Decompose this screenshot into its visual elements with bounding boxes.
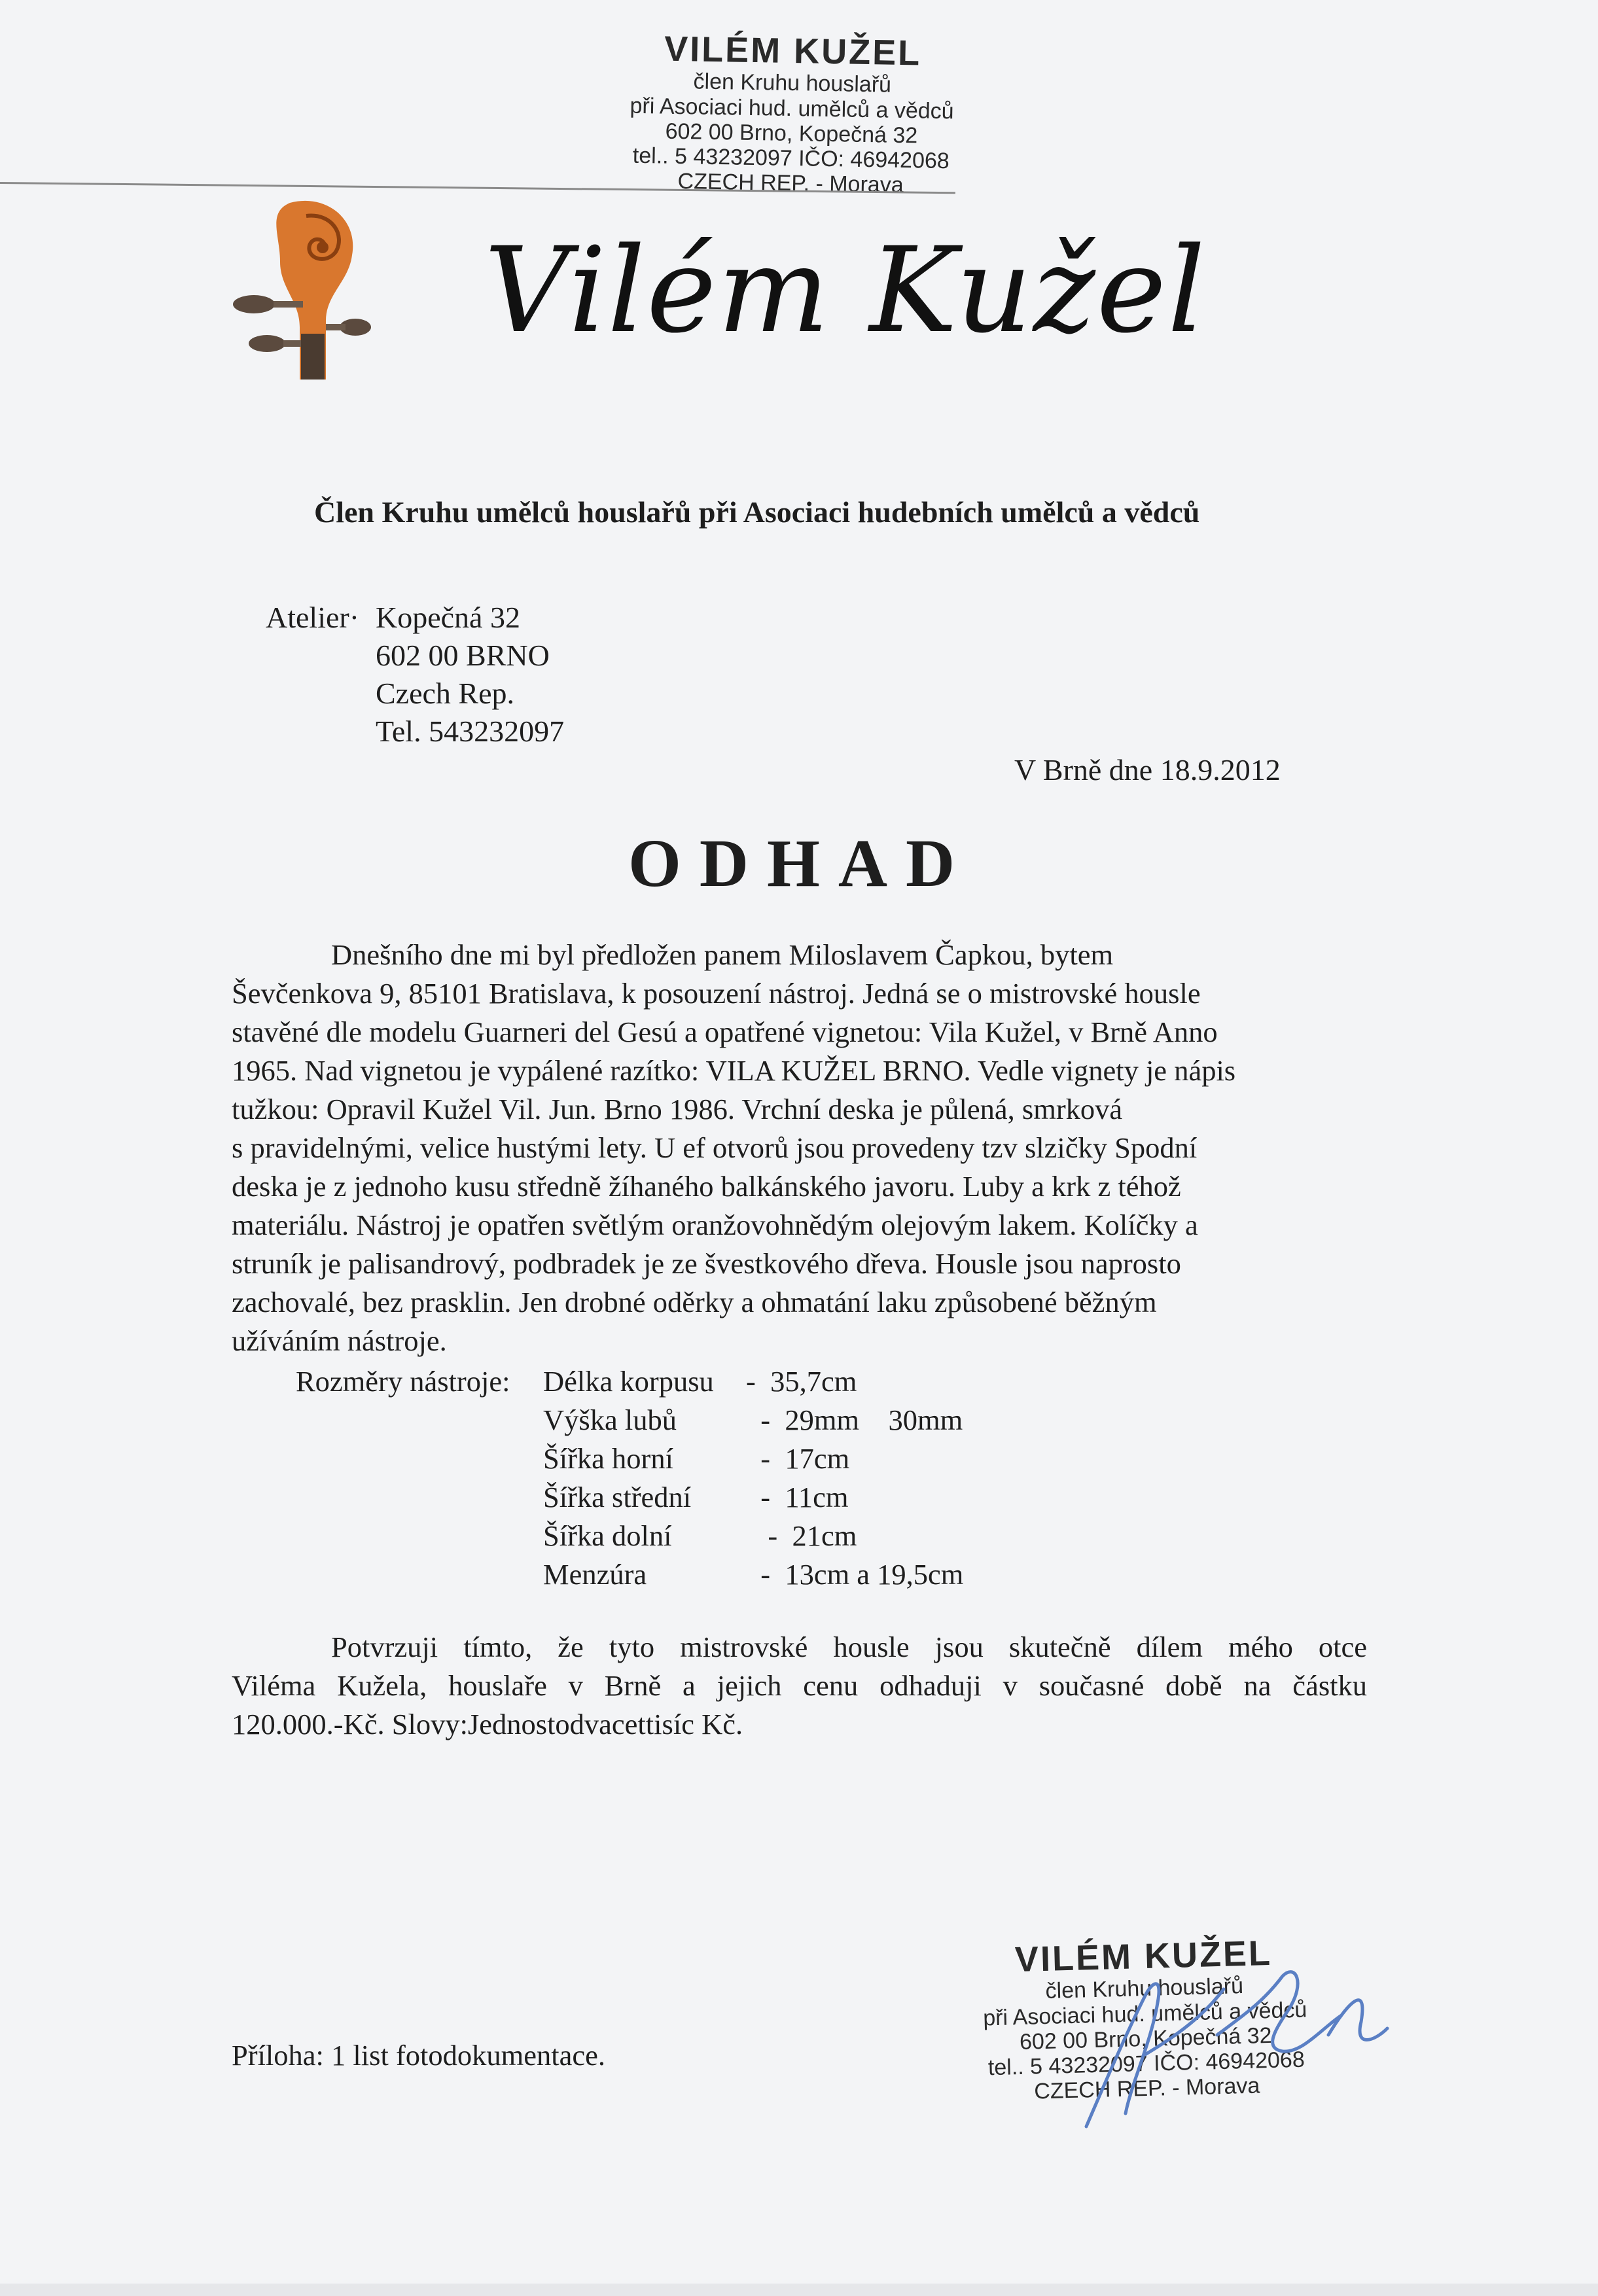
address-label: Atelier· (266, 601, 360, 634)
dimension-value: - 29mm 30mm (746, 1404, 963, 1436)
confirmation-line: Potvrzuji tímto, že tyto mistrovské housle jsou skutečně dílem mého otce (331, 1631, 1367, 1663)
body-line: 1965. Nad vignetou je vypálené razítko: VILA KUŽEL BRNO. Vedle vignety je nápis (232, 1054, 1236, 1087)
dimension-name: Šířka střední (543, 1481, 692, 1513)
dimension-name: Délka korpusu (543, 1365, 714, 1398)
confirmation-paragraph (232, 1628, 1367, 1744)
dimension-name: Šířka dolní (543, 1519, 672, 1552)
stamp-line: při Asociaci hud. umělců a vědců (982, 1997, 1307, 2031)
stamp-name: VILÉM KUŽEL (664, 29, 922, 73)
stamp-line: 602 00 Brno, Kopečná 32 (665, 118, 918, 148)
confirmation-line: Viléma Kužela, houslaře v Brně a jejich cenu odhaduji v současné době na částku (232, 1669, 1367, 1702)
body-line: Dnešního dne mi byl předložen panem Miloslavem Čapkou, bytem (331, 938, 1114, 971)
header-stamp (535, 27, 1048, 200)
dimension-row (296, 1555, 963, 1594)
stamp-line: člen Kruhu houslařů (1045, 1973, 1244, 2004)
stamp-line: tel.. 5 43232097 IČO: 46942068 (987, 2047, 1305, 2081)
date-line: V Brně dne 18.9.2012 (1014, 753, 1281, 786)
scan-edge (0, 2284, 1598, 2296)
body-line: deska je z jednoho kusu středně žíhaného balkánského javoru. Luby a krk z téhož (232, 1170, 1181, 1203)
address-block (376, 599, 564, 751)
body-line: stavěné dle modelu Guarneri del Gesú a opatřené vignetou: Vila Kužel, v Brně Anno (232, 1016, 1218, 1048)
stamp-line: CZECH REP. - Morava (1033, 2073, 1260, 2104)
stamp-line: tel.. 5 43232097 IČO: 46942068 (632, 143, 950, 173)
dimension-value: - 17cm (746, 1442, 850, 1475)
dimension-row (296, 1517, 963, 1555)
violin-scroll-icon (228, 190, 372, 386)
membership-heading: Člen Kruhu umělců houslařů při Asociaci hudebních umělců a vědců (314, 495, 1200, 529)
dimension-name: Výška lubů (543, 1404, 677, 1436)
letterhead-logo-name: Vilém Kužel (484, 222, 1207, 359)
dimensions-label: Rozměry nástroje: (296, 1365, 510, 1398)
dimension-row (296, 1478, 963, 1517)
dimension-row (296, 1362, 963, 1401)
body-line: užíváním nástroje. (232, 1324, 447, 1357)
footer-stamp (940, 1932, 1350, 2106)
dimension-row (296, 1439, 963, 1478)
dimension-row (296, 1401, 963, 1439)
body-line: Ševčenkova 9, 85101 Bratislava, k posouzení nástroj. Jedná se o mistrovské housle (232, 977, 1201, 1010)
body-line: materiálu. Nástroj je opatřen světlým oranžovohnědým olejovým lakem. Kolíčky a (232, 1209, 1198, 1241)
address-line: Kopečná 32 (376, 601, 520, 634)
stamp-line: 602 00 Brno, Kopečná 32 (1019, 2022, 1273, 2055)
attachment-note: Příloha: 1 list fotodokumentace. (232, 2039, 605, 2072)
address-line: 602 00 BRNO (376, 639, 550, 672)
address-line: Czech Rep. (376, 677, 515, 710)
dimension-value: - 11cm (746, 1481, 849, 1513)
dimension-value: - 21cm (746, 1519, 857, 1552)
stamp-line: člen Kruhu houslařů (693, 69, 892, 98)
dimension-value: - 13cm a 19,5cm (746, 1558, 964, 1591)
address-line: Tel. 543232097 (376, 715, 565, 748)
stamp-line: CZECH REP. - Morava (677, 168, 904, 198)
appraisal-body (232, 936, 1367, 1360)
confirmation-line: 120.000.-Kč. Slovy:Jednostodvacettisíc Kč. (232, 1708, 743, 1740)
document-title: ODHAD (628, 826, 974, 901)
stamp-name: VILÉM KUŽEL (1014, 1933, 1273, 1980)
stamp-line: při Asociaci hud. umělců a vědců (630, 93, 955, 124)
dimension-value: - 35,7cm (746, 1365, 857, 1398)
dimensions-table (296, 1362, 963, 1594)
body-line: struník je palisandrový, podbradek je ze švestkového dřeva. Housle jsou naprosto (232, 1247, 1181, 1280)
body-line: zachovalé, bez prasklin. Jen drobné oděrky a ohmatání laku způsobené běžným (232, 1286, 1157, 1318)
dimension-name: Menzúra (543, 1558, 647, 1591)
body-line: s pravidelnými, velice hustými lety. U ef otvorů jsou provedeny tzv slzičky Spodní (232, 1131, 1198, 1164)
dimension-name: Šířka horní (543, 1442, 673, 1475)
body-line: tužkou: Opravil Kužel Vil. Jun. Brno 1986. Vrchní deska je půlená, smrková (232, 1093, 1123, 1125)
